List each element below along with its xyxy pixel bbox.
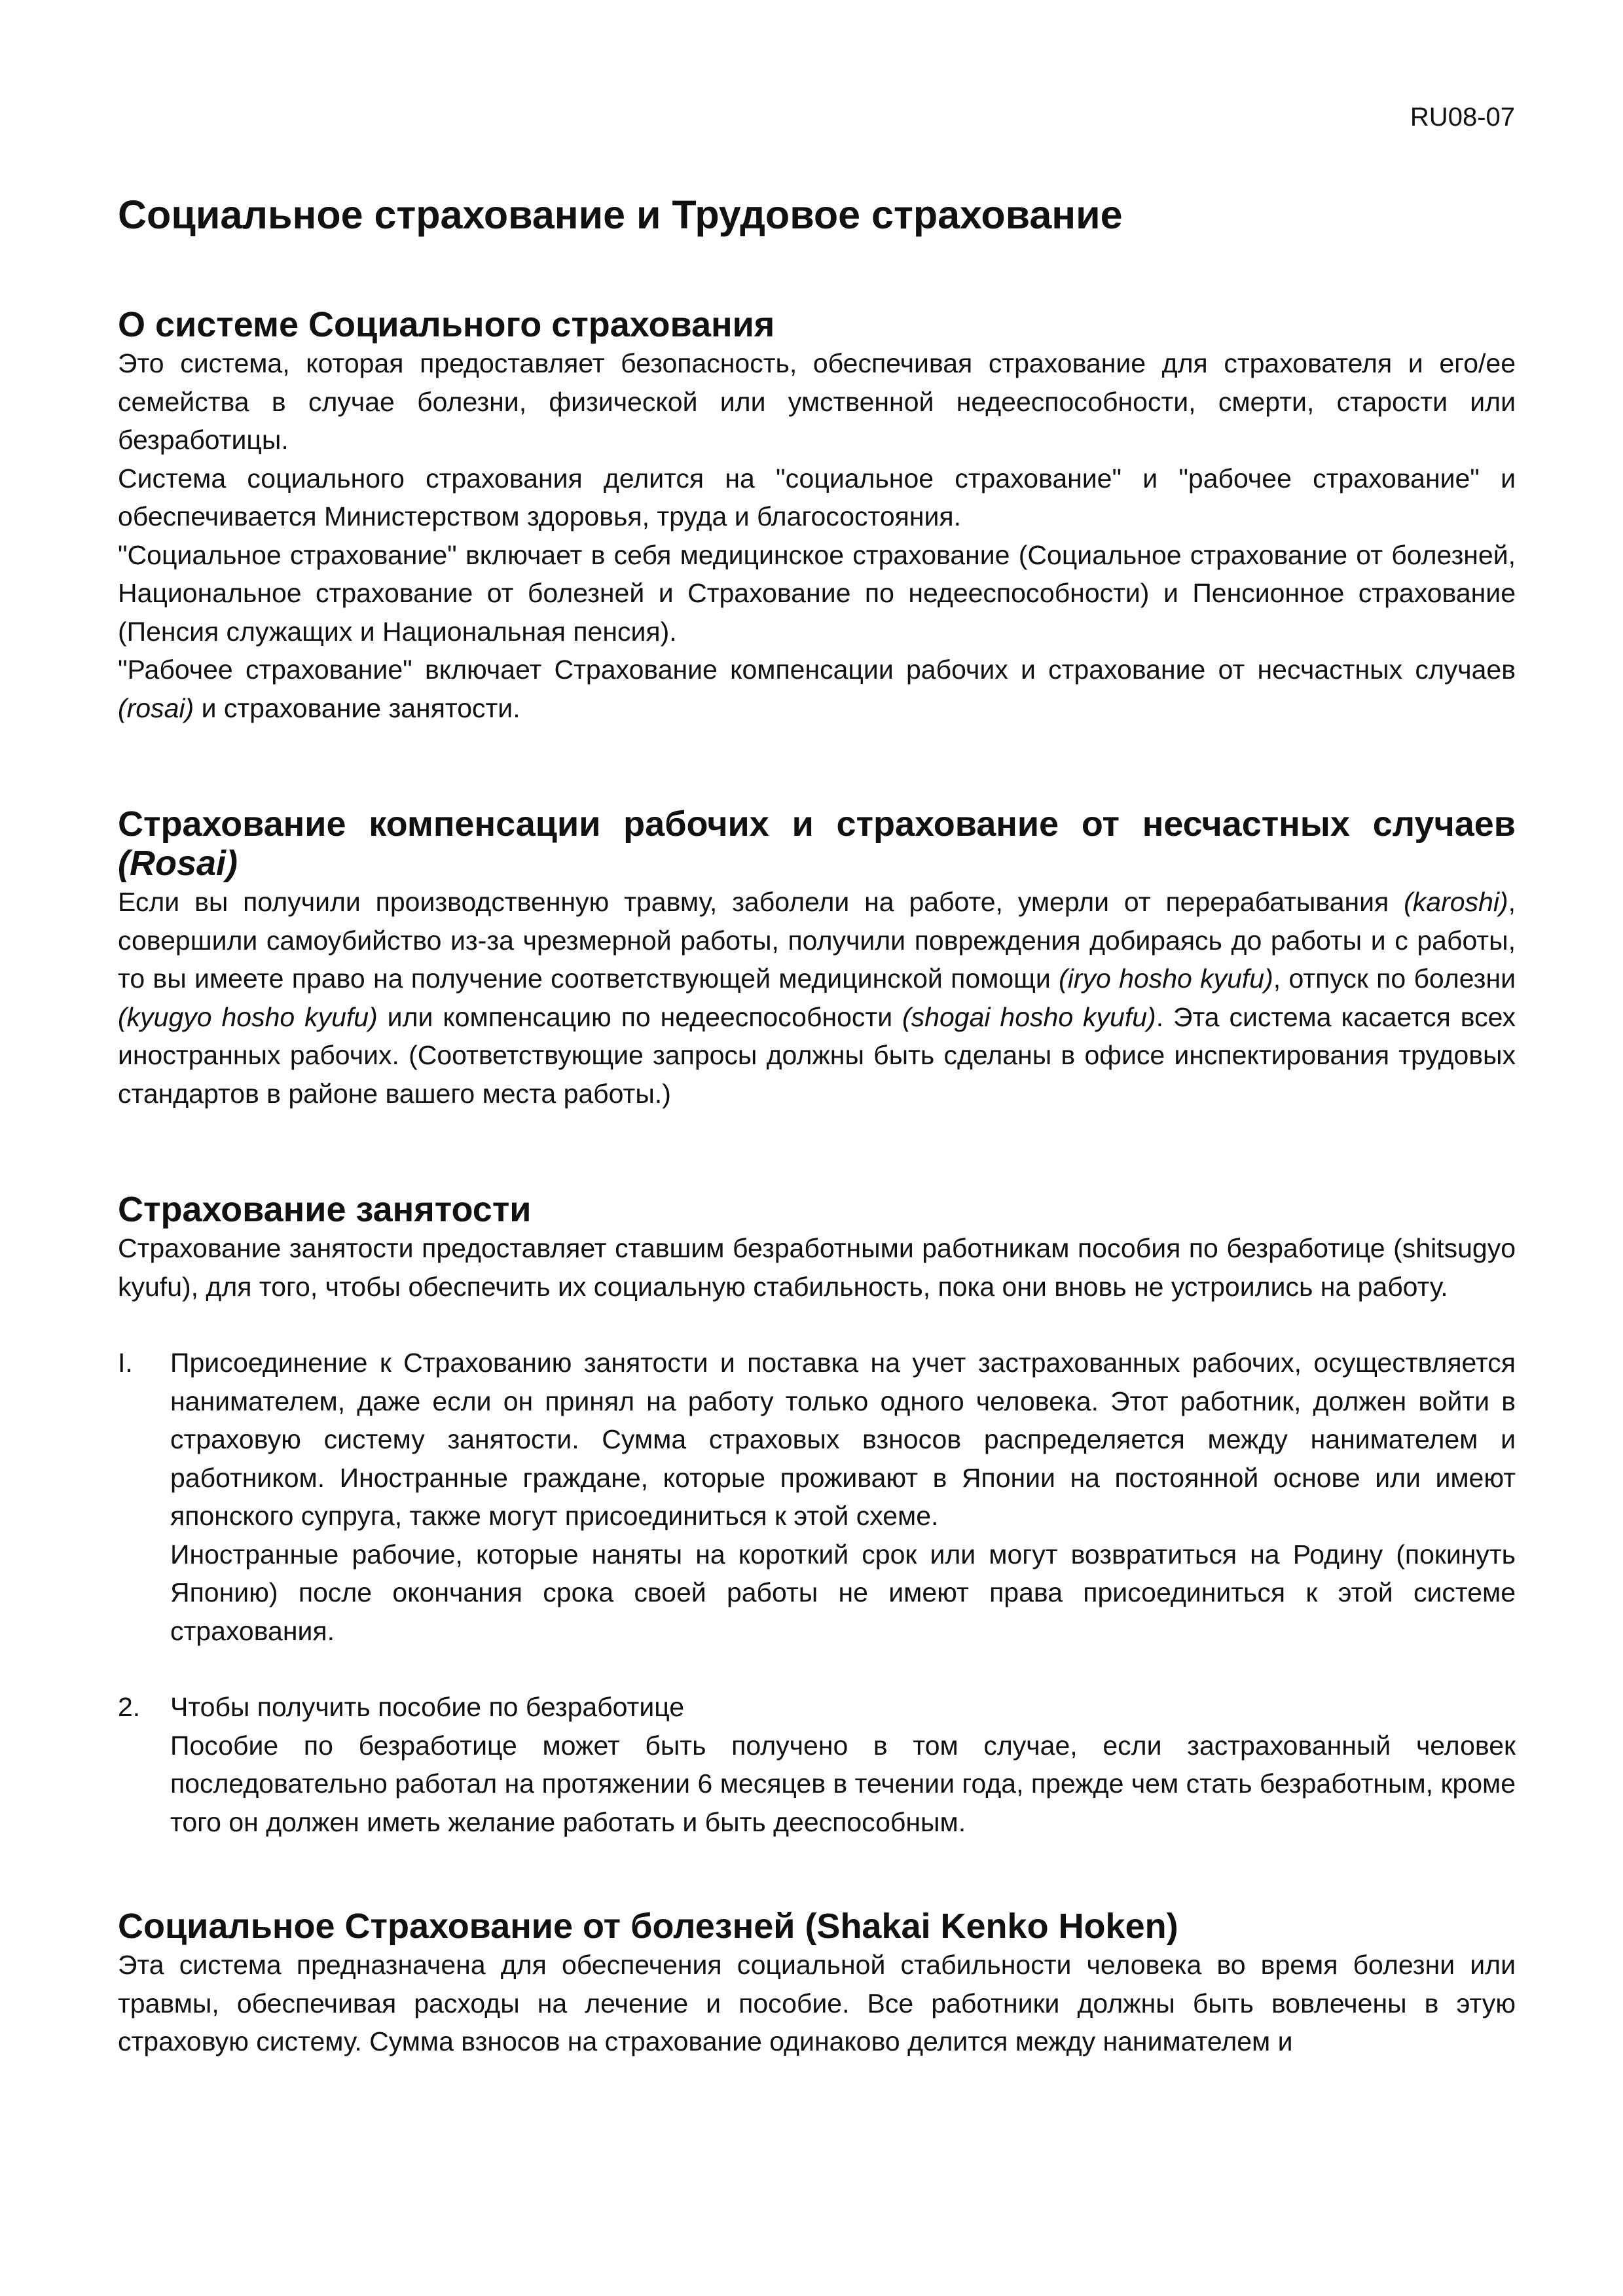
text-run: или компенсацию по недееспособности: [377, 1001, 903, 1032]
term-rosai: (rosai): [118, 692, 194, 723]
text-run: "Рабочее страхование" включает Страхование компенсации рабочих и страхование от несчастных случаев: [118, 655, 1516, 685]
term-karoshi: (karoshi): [1404, 887, 1508, 917]
heading-term-rosai: (Rosai): [118, 844, 238, 883]
paragraph: [118, 651, 1516, 727]
paragraph: Иностранные рабочие, которые наняты на короткий срок или могут возвратиться на Родину (покинуть Японию) после окончания срока своей работы не имеют права присоединиться к этой системе страхования.: [170, 1539, 1516, 1646]
section-health-insurance: [118, 1907, 1516, 2061]
paragraph: Эта система предназначена для обеспечения социальной стабильности человека во время болезни или травмы, обеспечивая расходы на лечение и пособие. Все работники должны быть вовлечены в этую страховую систему. Сумма взносов на страхование одинаково делится между нанимателем и: [118, 1950, 1516, 2056]
section-rosai: [118, 804, 1516, 1113]
list-item-body: [170, 1688, 1516, 1841]
list-item: [118, 1688, 1516, 1841]
paragraph: Это система, которая предоставляет безопасность, обеспечивая страхование для страхователя и его/ее семейства в случае болезни, физической или умственной недееспособности, смерти, старости или безработицы.: [118, 348, 1516, 455]
term-iryo-hosho-kyufu: (iryo hosho kyufu): [1059, 963, 1273, 994]
document-code: RU08-07: [1410, 103, 1515, 132]
term-shogai-hosho-kyufu: (shogai hosho kyufu): [902, 1001, 1156, 1032]
paragraph: "Социальное страхование" включает в себя медицинское страхование (Социальное страхование от болезней, Национальное страхование от болезней и Страхование по недееспособности) и Пенсионное страхование (Пенсия служащих и Национальная пенсия).: [118, 539, 1516, 647]
list-item: [118, 1344, 1516, 1650]
term-kyugyo-hosho-kyufu: (kyugyo hosho kyufu): [118, 1001, 378, 1032]
numbered-list: [118, 1344, 1516, 1841]
paragraph: [118, 883, 1516, 1113]
heading-text: Страхование компенсации рабочих и страхование от несчастных случаев: [118, 804, 1516, 844]
section-employment-insurance: [118, 1190, 1516, 1841]
paragraph: Система социального страхования делится на "социальное страхование" и "рабочее страхование" и обеспечивается Министерством здоровья, труда и благосостояния.: [118, 463, 1516, 531]
section-heading-rosai: [118, 804, 1516, 883]
section-heading-employment: Страхование занятости: [118, 1190, 532, 1229]
paragraph: Чтобы получить пособие по безработице: [170, 1692, 685, 1722]
paragraph: Страхование занятости предоставляет ставшим безработными работникам пособия по безработице (shitsugyo kyufu), для того, чтобы обеспечить их социальную стабильность, пока они вновь не устроились на работу.: [118, 1233, 1516, 1302]
text-run: и страхование занятости.: [194, 692, 520, 723]
text-run: , совершили самоубийство из-за чрезмерной работы, получили повреждения добираясь до работы и с работы, то вы имеете право на получение соответствующей медицинской помощи: [118, 887, 1516, 994]
section-heading-health: Социальное Страхование от болезней (Shakai Kenko Hoken): [118, 1907, 1178, 1946]
text-run: Если вы получили производственную травму, заболели на работе, умерли от перерабатывания: [118, 887, 1404, 917]
document-content: [118, 190, 1516, 2061]
list-marker: 2.: [118, 1692, 141, 1722]
list-item-body: [170, 1344, 1516, 1650]
paragraph: Пособие по безработице может быть получено в том случае, если застрахованный человек последовательно работал на протяжении 6 месяцев в течении года, прежде чем стать безработным, кроме того он должен иметь желание работать и быть дееспособным.: [170, 1730, 1516, 1837]
section-heading-social-insurance: О системе Социального страхования: [118, 305, 775, 344]
paragraph: Присоединение к Страхованию занятости и поставка на учет застрахованных рабочих, осуществляется нанимателем, даже если он принял на работу только одного человека. Этот работник, должен войти в страховую систему занятости. Сумма страховых взносов распределяется между нанимателем и работником. Иностранные граждане, которые проживают в Японии на постоянной основе или имеют японского супруга, также могут присоединиться к этой схеме.: [170, 1348, 1516, 1531]
section-social-insurance: [118, 305, 1516, 727]
page-title: Социальное страхование и Трудовое страхование: [118, 192, 1123, 237]
list-marker: I.: [118, 1348, 133, 1378]
text-run: . Эта система касается всех иностранных рабочих. (Соответствующие запросы должны быть сделаны в офисе инспектирования трудовых стандартов в районе вашего места работы.): [118, 1001, 1516, 1109]
text-run: , отпуск по болезни: [1273, 963, 1516, 994]
